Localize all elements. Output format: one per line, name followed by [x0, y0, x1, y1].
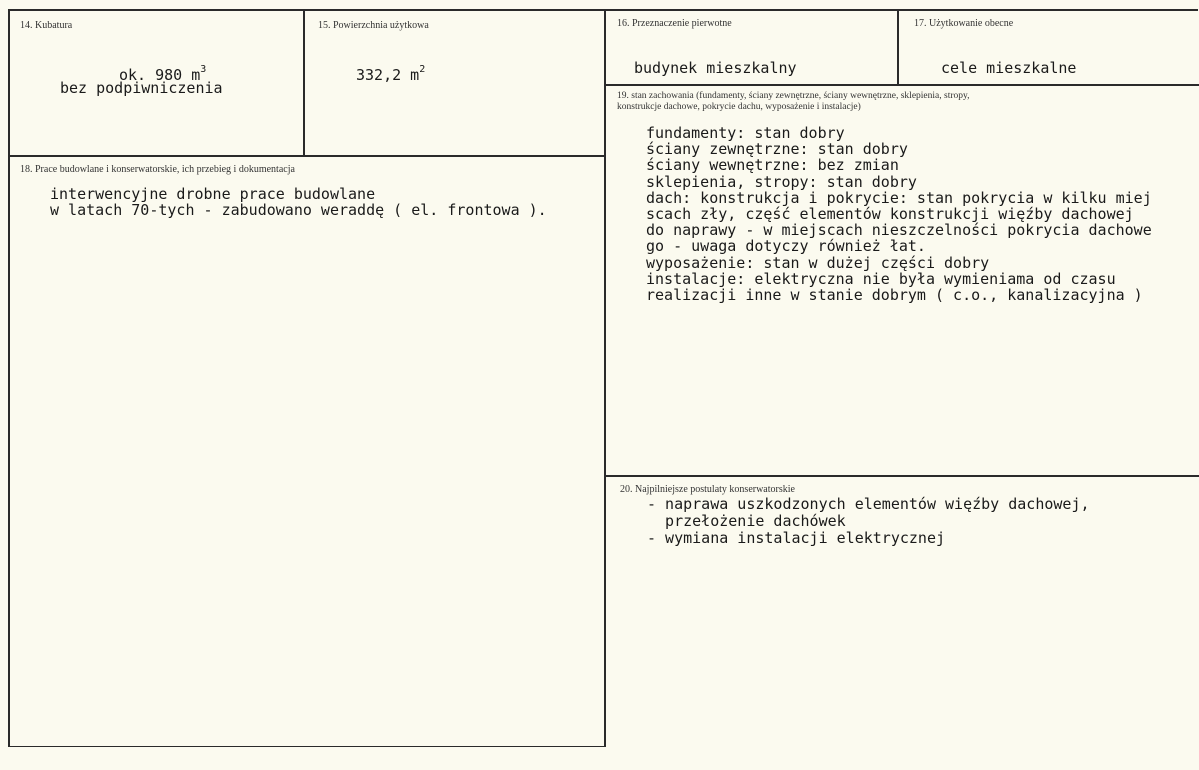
field-19-label-line-1: 19. stan zachowania (fundamenty, ściany zewnętrzne, ściany wewnętrzne, sklepienia, stropy, — [617, 91, 970, 101]
field-19-line-5: dach: konstrukcja i pokrycie: stan pokrycia w kilku miej — [646, 189, 1152, 207]
field-16-label: 16. Przeznaczenie pierwotne — [617, 18, 732, 29]
col-divider-16-17 — [897, 9, 899, 85]
bottom-border-left — [8, 746, 604, 747]
field-19-line-8: go - uwaga dotyczy również łat. — [646, 237, 926, 255]
field-18-line-1: interwencyjne drobne prace budowlane — [50, 185, 376, 203]
field-19-line-9: wyposażenie: stan w dużej części dobry — [646, 254, 990, 272]
field-16-value: budynek mieszkalny — [634, 59, 797, 77]
field-19-line-6: scach zły, część elementów konstrukcji więźby dachowej — [646, 205, 1134, 223]
field-19-line-4: sklepienia, stropy: stan dobry — [646, 173, 917, 191]
field-20-label: 20. Najpilniejsze postulaty konserwatorskie — [620, 484, 795, 495]
field-18-line-2: w latach 70-tych - zabudowano weraddę ( el. frontowa ). — [50, 201, 547, 219]
field-20-line-3: - wymiana instalacji elektrycznej — [647, 529, 946, 547]
field-19-line-7: do naprawy - w miejscach nieszczelności pokrycia dachowe — [646, 221, 1152, 239]
row-divider-right-bottom — [605, 475, 1199, 477]
field-14-value-sup: 3 — [200, 64, 207, 75]
field-17-value: cele mieszkalne — [941, 59, 1077, 77]
field-20-line-1: - naprawa uszkodzonych elementów więźby dachowej, — [647, 495, 1090, 513]
row-divider-left — [8, 155, 604, 157]
field-14-value-main: ok. 980 m — [119, 66, 201, 84]
field-18-label: 18. Prace budowlane i konserwatorskie, ich przebieg i dokumentacja — [20, 164, 295, 175]
field-15-label: 15. Powierzchnia użytkowa — [318, 20, 429, 31]
field-19-label-line-2: konstrukcje dachowe, pokrycie dachu, wyposażenie i instalacje) — [617, 102, 861, 112]
field-20-line-2: przełożenie dachówek — [647, 512, 846, 530]
field-19-line-11: realizacji inne w stanie dobrym ( c.o., kanalizacyjna ) — [646, 286, 1143, 304]
left-border — [8, 9, 10, 747]
field-15-value — [356, 64, 425, 83]
field-19-line-3: ściany wewnętrzne: bez zmian — [646, 156, 899, 174]
field-19-line-1: fundamenty: stan dobry — [646, 124, 845, 142]
field-15-value-sup: 2 — [419, 64, 426, 75]
field-14-label: 14. Kubatura — [20, 20, 73, 31]
field-19-line-2: ściany zewnętrzne: stan dobry — [646, 140, 908, 158]
field-15-value-main: 332,2 m — [356, 66, 420, 84]
field-19-line-10: instalacje: elektryczna nie była wymieniama od czasu — [646, 270, 1116, 288]
field-14-value-line2: bez podpiwniczenia — [60, 79, 223, 97]
field-19-text-area — [606, 120, 1199, 475]
row-divider-right-top — [605, 84, 1199, 86]
col-divider-14-15 — [303, 9, 305, 156]
field-17-label: 17. Użytkowanie obecne — [914, 18, 1014, 29]
top-border — [8, 9, 1198, 11]
